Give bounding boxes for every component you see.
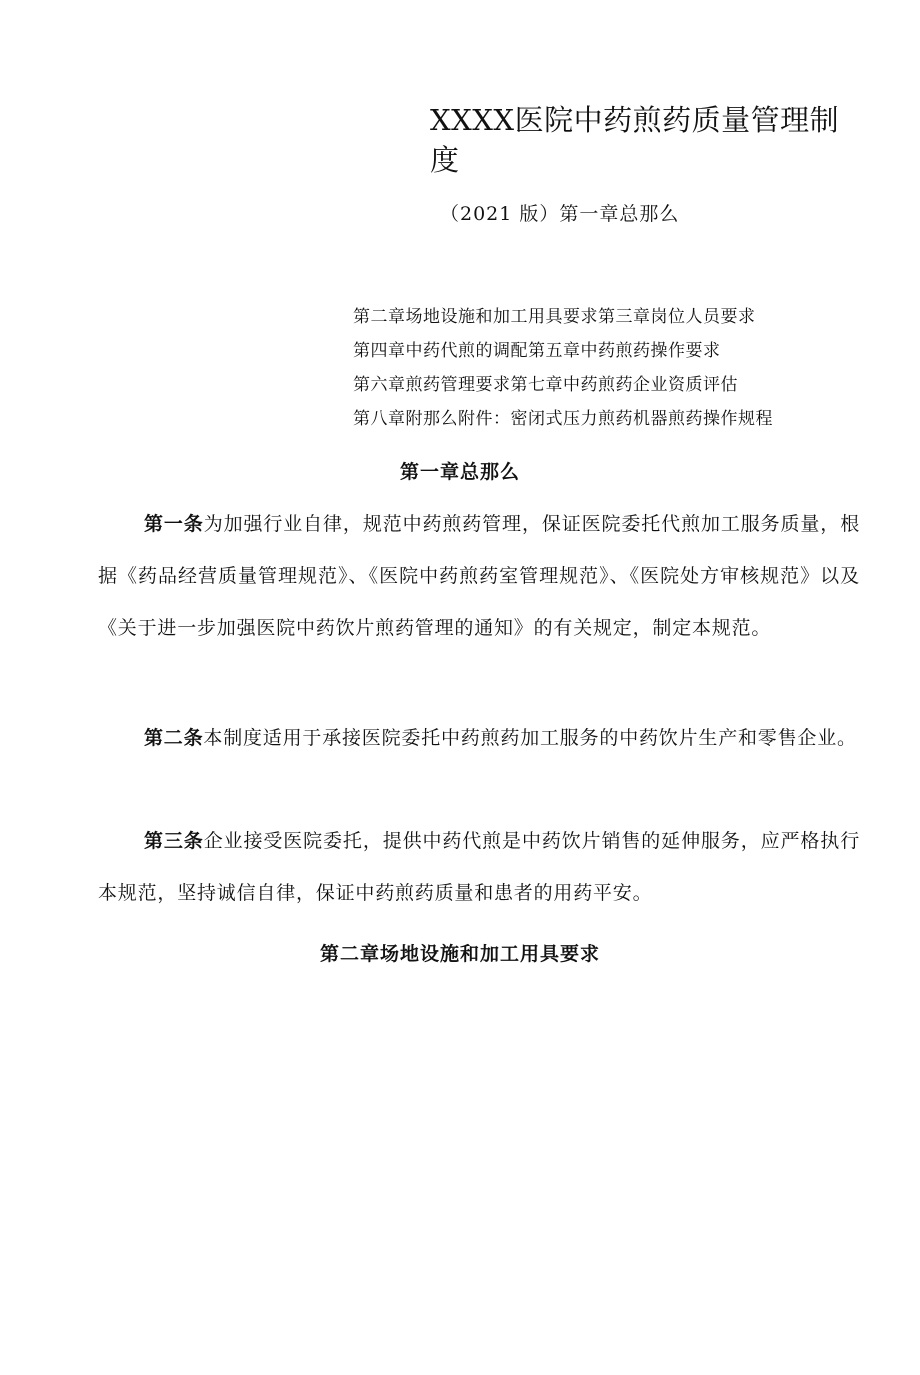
- article-3-text: 企业接受医院委托，提供中药代煎是中药饮片销售的延伸服务，应严格执行本规范，坚持诚信自律，保证中药煎药质量和患者的用药平安。: [98, 830, 861, 904]
- article-3-label: 第三条: [144, 830, 204, 852]
- article-2-label: 第二条: [144, 727, 204, 749]
- chapter-1-heading: 第一章总那么: [399, 461, 520, 483]
- article-1-label: 第一条: [144, 513, 204, 535]
- document-title: XXXX医院中药煎药质量管理制度: [430, 103, 840, 177]
- article-1-text: 为加强行业自律，规范中药煎药管理，保证医院委托代煎加工服务质量，根据《药品经营质量管理规范》、《医院中药煎药室管理规范》、《医院处方审核规范》以及《关于进一步加强医院中药饮片煎药管理的通知》的有关规定，制定本规范。: [98, 513, 861, 639]
- article-1: [98, 498, 860, 654]
- chapter-2-heading: 第二章场地设施和加工用具要求: [319, 943, 600, 965]
- article-2: [98, 712, 860, 764]
- article-3: [98, 815, 860, 919]
- toc-line: 第四章中药代煎的调配第五章中药煎药操作要求: [353, 341, 721, 361]
- document-subtitle: （2021 版）第一章总那么: [440, 203, 680, 225]
- toc-line: 第二章场地设施和加工用具要求第三章岗位人员要求: [353, 307, 756, 327]
- table-of-contents: [353, 300, 873, 436]
- toc-line: 第八章附那么附件：密闭式压力煎药机器煎药操作规程: [353, 409, 773, 429]
- toc-line: 第六章煎药管理要求第七章中药煎药企业资质评估: [353, 375, 738, 395]
- article-2-text: 本制度适用于承接医院委托中药煎药加工服务的中药饮片生产和零售企业。: [203, 727, 857, 749]
